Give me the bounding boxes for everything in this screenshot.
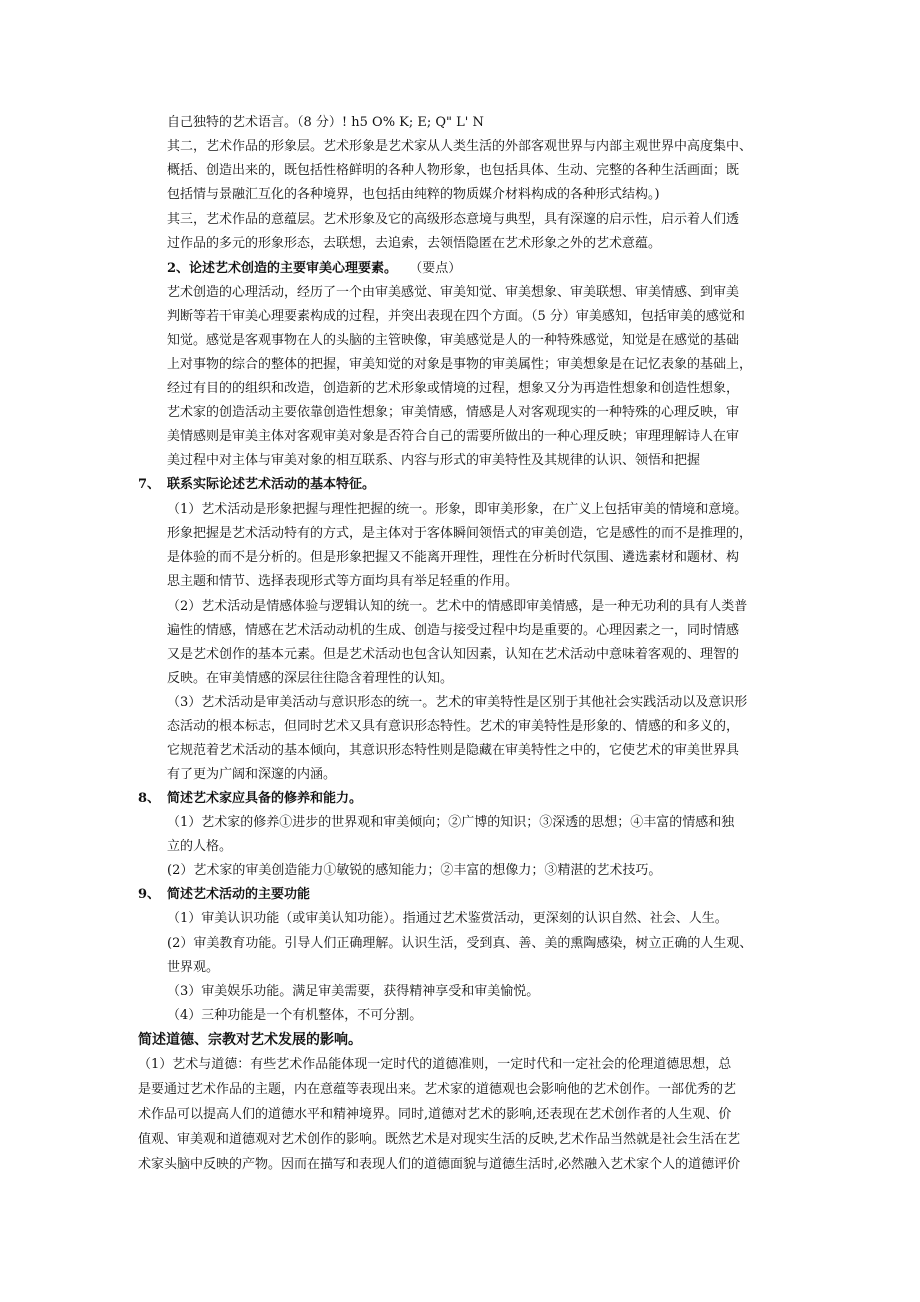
paragraph-line: 是体验的而不是分析的。但是形象把握又不能离开理性，理性在分析时代氛围、遴选素材和题材、构	[167, 550, 740, 565]
paragraph-line: （4）三种功能是一个有机整体，不可分割。	[167, 1008, 423, 1023]
paragraph-line: （1）艺术家的修养①进步的世界观和审美倾向；②广博的知识；③深透的思想；④丰富的情感和独	[167, 815, 735, 830]
paragraph-line: 遍性的情感，情感在艺术活动动机的生成、创造与接受过程中均是重要的。心理因素之一，同时情感	[167, 623, 740, 638]
paragraph-line: （3）审美娱乐功能。满足审美需要，获得精神享受和审美愉悦。	[167, 984, 540, 999]
paragraph-line: 其三，艺术作品的意蕴层。艺术形象及它的高级形态意境与典型，具有深邃的启示性，启示着人们透	[167, 212, 740, 227]
paragraph-line: 值观、审美观和道德观对艺术创作的影响。既然艺术是对现实生活的反映,艺术作品当然就是社会生活在艺	[138, 1132, 741, 1147]
paragraph-line: 形象把握是艺术活动特有的方式，是主体对于客体瞬间领悟式的审美创造，它是感性的而不是推理的，	[167, 526, 753, 541]
paragraph-line: 美情感则是审美主体对客观审美对象是否符合自己的需要所做出的一种心理反映；审理理解诗人在审	[167, 429, 740, 444]
question-2-heading: 2、论述艺术创造的主要审美心理要素。	[167, 261, 398, 276]
paragraph-line: 知觉。感觉是客观事物在人的头脑的主管映像，审美感觉是人的一种特殊感觉，知觉是在感觉的基础	[167, 333, 740, 348]
paragraph-line: 概括、创造出来的，既包括性格鲜明的各种人物形象，也包括具体、生动、完整的各种生活画面；既	[167, 163, 740, 178]
paragraph-line: (2）审美教育功能。引导人们正确理解。认识生活，受到真、善、美的熏陶感染，树立正确的人生观、	[167, 936, 753, 951]
question-7-heading: 联系实际论述艺术活动的基本特征。	[167, 477, 376, 492]
paragraph-line: (2）艺术家的审美创造能力①敏锐的感知能力；②丰富的想像力；③精湛的艺术技巧。	[167, 863, 662, 878]
question-2	[167, 257, 461, 281]
paragraph-line: 它规范着艺术活动的基本倾向，其意识形态特性则是隐藏在审美特性之中的，它使艺术的审美世界具	[167, 743, 740, 758]
paragraph-line: 反映。在审美情感的深层往往隐含着理性的认知。	[167, 671, 454, 686]
paragraph-line: （3）艺术活动是审美活动与意识形态的统一。艺术的审美特性是区别于其他社会实践活动以及意识形	[167, 695, 748, 710]
paragraph-line: 态活动的根本标志，但同时艺术又具有意识形态特性。艺术的审美特性是形象的、情感的和多义的，	[167, 719, 740, 734]
paragraph-line: 是要通过艺术作品的主题，内在意蕴等表现出来。艺术家的道德观也会影响他的艺术创作。一部优秀的艺	[138, 1082, 737, 1097]
paragraph-line: （1）艺术活动是形象把握与理性把握的统一。形象，即审美形象，在广义上包括审美的情境和意境。	[167, 502, 748, 517]
question-9-heading: 简述艺术活动的主要功能	[167, 887, 311, 902]
paragraph-line: 艺术创造的心理活动，经历了一个由审美感觉、审美知觉、审美想象、审美联想、审美情感、到审美	[167, 285, 740, 300]
paragraph-line: 术作品可以提高人们的道德水平和精神境界。同时,道德对艺术的影响,还表现在艺术创作者的人生观、价	[138, 1107, 732, 1122]
question-2-note: （要点）	[409, 261, 462, 276]
paragraph-line: 其二，艺术作品的形象层。艺术形象是艺术家从人类生活的外部客观世界与内部主观世界中高度集中、	[167, 139, 753, 154]
paragraph-line: 又是艺术创作的基本元素。但是艺术活动也包含认知因素，认知在艺术活动中意味着客观的、理智的	[167, 647, 740, 662]
section-heading: 简述道德、宗教对艺术发展的影响。	[138, 1032, 362, 1048]
paragraph-line: 立的人格。	[167, 839, 233, 854]
paragraph-line: 过作品的多元的形象形态，去联想，去追索，去领悟隐匿在艺术形象之外的艺术意蕴。	[167, 236, 662, 251]
question-9-number: 9、	[138, 887, 161, 902]
question-8-heading: 简述艺术家应具备的修养和能力。	[167, 791, 363, 806]
paragraph-line: （1）审美认识功能（或审美认知功能）。指通过艺术鉴赏活动，更深刻的认识自然、社会、人生。	[167, 911, 728, 926]
paragraph-line: 美过程中对主体与审美对象的相互联系、内容与形式的审美特性及其规律的认识、领悟和把握	[167, 453, 701, 468]
paragraph-line: 判断等若干审美心理要素构成的过程，并突出表现在四个方面。（5 分）审美感知，包括审美的感觉和	[167, 309, 745, 324]
question-7-number: 7、	[138, 477, 161, 492]
paragraph-line: 世界观。	[167, 960, 220, 975]
paragraph-line: 艺术家的创造活动主要依靠创造性想象；审美情感，情感是人对客观现实的一种特殊的心理反映，审	[167, 405, 740, 420]
paragraph-line: 术家头脑中反映的产物。因而在描写和表现人们的道德面貌与道德生活时,必然融入艺术家个人的道德评价	[138, 1157, 741, 1172]
question-8-number: 8、	[138, 791, 161, 806]
paragraph-line: 思主题和情节、选择表现形式等方面均具有举足轻重的作用。	[167, 574, 519, 589]
paragraph-line: 自己独特的艺术语言。（8 分）! h5 O% K; E; Q" L' N	[167, 115, 484, 130]
paragraph-line: 经过有目的的组织和改造，创造新的艺术形象或情境的过程，想象又分为再造性想象和创造性想象，	[167, 381, 740, 396]
paragraph-line: （2）艺术活动是情感体验与逻辑认知的统一。艺术中的情感即审美情感，是一种无功利的具有人类普	[167, 599, 748, 614]
paragraph-line: 上对事物的综合的整体的把握，审美知觉的对象是事物的审美属性；审美想象是在记忆表象的基础上，	[167, 357, 753, 372]
paragraph-line: （1）艺术与道德：有些艺术作品能体现一定时代的道德准则，一定时代和一定社会的伦理道德思想，总	[138, 1057, 732, 1072]
paragraph-line: 包括情与景融汇互化的各种境界，也包括由纯粹的物质媒介材料构成的各种形式结构。)	[167, 187, 660, 202]
paragraph-line: 有了更为广阔和深邃的内涵。	[167, 767, 337, 782]
